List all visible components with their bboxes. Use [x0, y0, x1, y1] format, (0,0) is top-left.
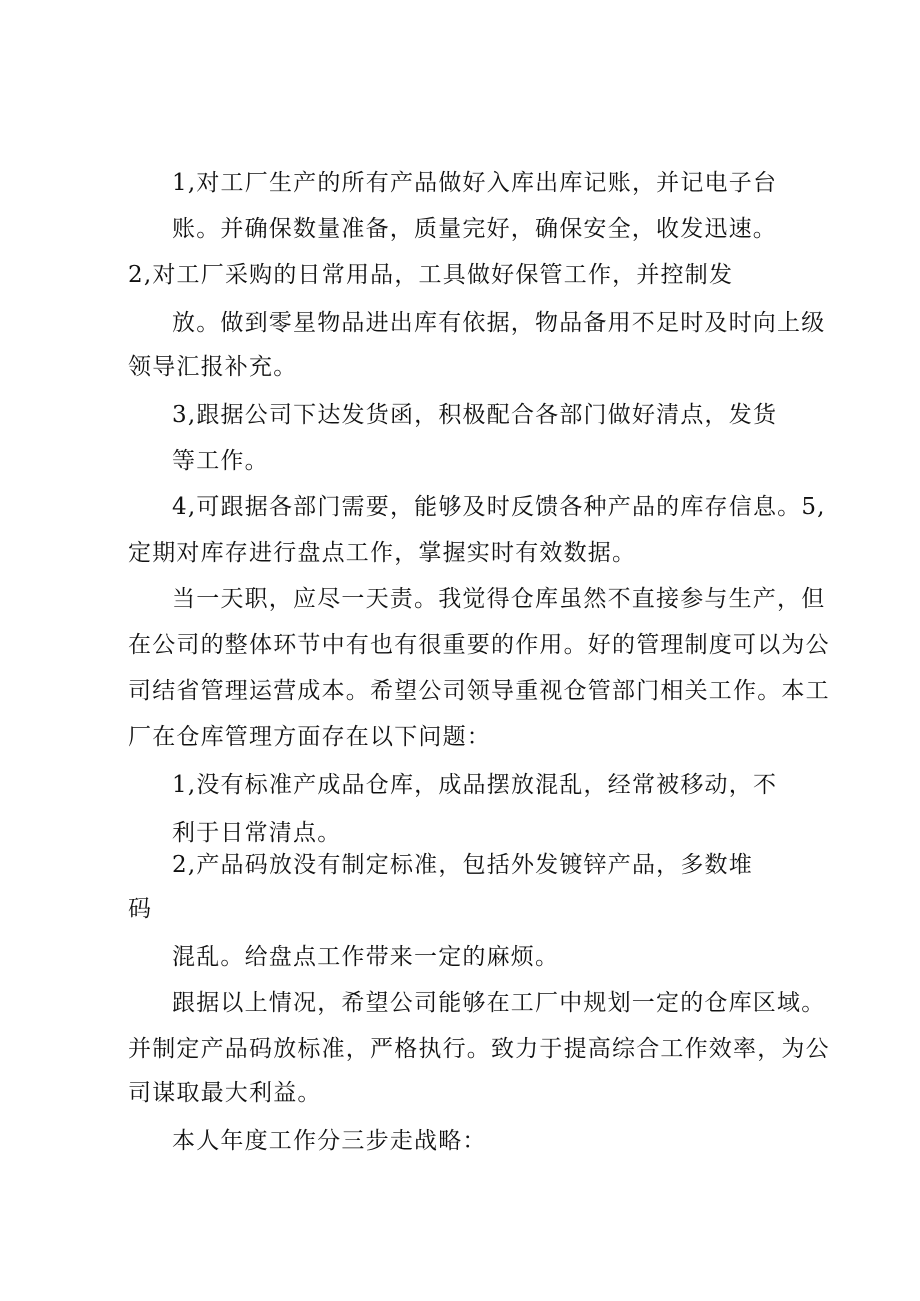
text-line-14: 1,没有标准产成品仓库，成品摆放混乱，经常被移动，不	[172, 772, 778, 798]
text-line-10: 当一天职，应尽一天责。我觉得仓库虽然不直接参与生产，但	[172, 586, 826, 612]
text-line-8: 4,可跟据各部门需要，能够及时反馈各种产品的库存信息。5,	[172, 494, 826, 520]
text-line-18: 混乱。给盘点工作带来一定的麻烦。	[172, 944, 560, 970]
text-line-6: 3,跟据公司下达发货函，积极配合各部门做好清点，发货	[172, 402, 778, 428]
text-line-4: 放。做到零星物品进出库有依据，物品备用不足时及时向上级	[172, 310, 826, 336]
text-line-1: 1,对工厂生产的所有产品做好入库出库记账，并记电子台	[172, 170, 778, 196]
text-line-20: 并制定产品码放标准，严格执行。致力于提高综合工作效率，为公	[128, 1036, 830, 1062]
text-line-16: 2,产品码放没有制定标准，包括外发镀锌产品，多数堆	[172, 852, 753, 878]
text-line-7: 等工作。	[172, 448, 269, 474]
text-line-12: 司结省管理运营成本。希望公司领导重视仓管部门相关工作。本工	[128, 678, 830, 704]
text-line-9: 定期对库存进行盘点工作，掌握实时有效数据。	[128, 540, 637, 566]
text-line-17: 码	[128, 896, 153, 922]
text-line-3: 2,对工厂采购的日常用品，工具做好保管工作，并控制发	[128, 262, 734, 288]
text-line-5: 领导汇报补充。	[128, 354, 298, 380]
text-line-22: 本人年度工作分三步走战略：	[172, 1128, 487, 1154]
text-line-21: 司谋取最大利益。	[128, 1080, 322, 1106]
text-line-13: 厂在仓库管理方面存在以下问题：	[128, 724, 491, 750]
text-line-11: 在公司的整体环节中有也有很重要的作用。好的管理制度可以为公	[128, 632, 830, 658]
text-line-19: 跟据以上情况，希望公司能够在工厂中规划一定的仓库区域。	[172, 990, 826, 1016]
text-line-15: 利于日常清点。	[172, 820, 342, 846]
text-line-2: 账。并确保数量准备，质量完好，确保安全，收发迅速。	[172, 216, 777, 242]
